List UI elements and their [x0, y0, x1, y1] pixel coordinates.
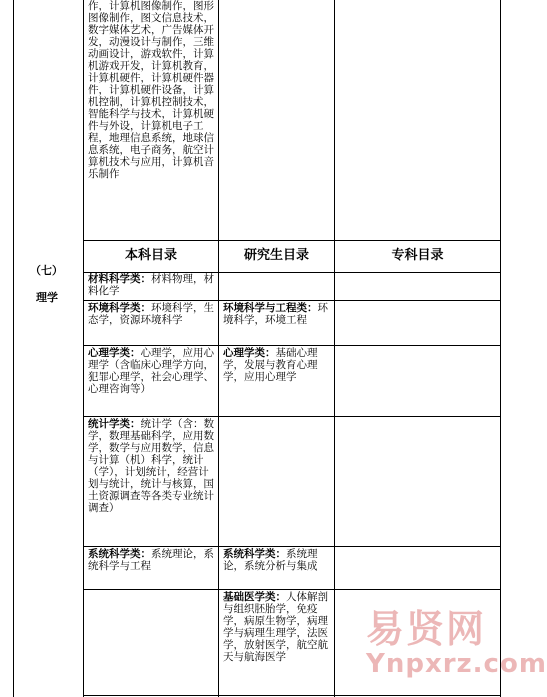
undergrad-cell — [88, 418, 215, 545]
undergrad-text: 材料物理，材料化学 — [88, 273, 214, 297]
undergrad-text: 系统理论，系统科学与工程 — [88, 548, 214, 572]
grid-line — [83, 300, 501, 301]
graduate-title: 基础医学类： — [223, 591, 286, 603]
graduate-cell — [223, 591, 331, 694]
watermark-en: Ynpxrz.com — [366, 649, 547, 679]
undergrad-text: 统计学（含：数学，数理基础科学，应用数学，数学与应用数学，信息与计算（机）科学，统计（学），计划统计，经营计划与统计，统计与核算，国土资源调查等各类专业统计调查） — [88, 418, 214, 514]
watermark-cn: 易贤网 — [366, 607, 487, 651]
continued-cell-text: 作，计算机图像制作，图形图像制作，图文信息技术，数字媒体艺术，广告媒体开发，动漫设计与制作，三维动画设计，游戏软件，计算机游戏开发，计算机教育，计算机硬件，计算机硬件器件，计算机硬件设备，计算机控制，计算机控制技术，智能科学与技术，计算机硬件与外设，计算机电子工程，地理信息系统，地球信息系统，电子商务，航空计算机技术与应用，计算机音乐制作 — [88, 0, 214, 180]
grid-line — [334, 0, 335, 697]
undergrad-cell — [88, 548, 215, 588]
undergrad-cell — [88, 273, 215, 300]
undergrad-title: 材料科学类： — [88, 273, 151, 285]
graduate-title: 系统科学类： — [223, 548, 286, 560]
grid-line — [83, 589, 501, 590]
graduate-text: 人体解剖与组织胚胎学，免疫学，病原生物学，病理学与病理生理学，法医学，放射医学，航空航天与航海医学 — [223, 591, 328, 663]
undergrad-title: 系统科学类： — [88, 548, 151, 560]
undergrad-text: 心理学，应用心理学（含临床心理学方向，犯罪心理学，社会心理学、心理咨询等） — [88, 347, 214, 395]
grid-line — [83, 240, 501, 241]
undergrad-cell — [88, 302, 215, 344]
grid-line — [83, 0, 84, 697]
header-undergrad: 本科目录 — [124, 248, 177, 263]
undergrad-title: 统计学类： — [88, 418, 141, 430]
graduate-cell — [223, 548, 331, 588]
graduate-title: 心理学类： — [223, 347, 276, 359]
graduate-title: 环境科学与工程类： — [223, 302, 318, 314]
grid-line — [83, 345, 501, 346]
undergrad-title: 环境科学类： — [88, 302, 151, 314]
grid-line — [13, 0, 14, 697]
grid-line — [83, 416, 501, 417]
graduate-text: 环境科学，环境工程 — [223, 302, 328, 326]
undergrad-text: 环境科学，生态学，资源环境科学 — [88, 302, 214, 326]
category-name: 理学 — [36, 291, 58, 304]
header-graduate: 研究生目录 — [243, 248, 309, 263]
grid-line — [500, 0, 501, 697]
grid-line — [83, 695, 501, 696]
category-index: （七） — [30, 264, 63, 277]
grid-line — [83, 546, 501, 547]
grid-line — [218, 0, 219, 697]
graduate-cell — [223, 347, 331, 415]
graduate-cell — [223, 302, 331, 344]
header-college: 专科目录 — [391, 248, 444, 263]
graduate-text: 系统理论，系统分析与集成 — [223, 548, 318, 572]
graduate-text: 基础心理学，发展与教育心理学，应用心理学 — [223, 347, 318, 383]
undergrad-cell — [88, 347, 215, 415]
undergrad-title: 心理学类： — [88, 347, 141, 359]
watermark-logo — [366, 607, 547, 688]
